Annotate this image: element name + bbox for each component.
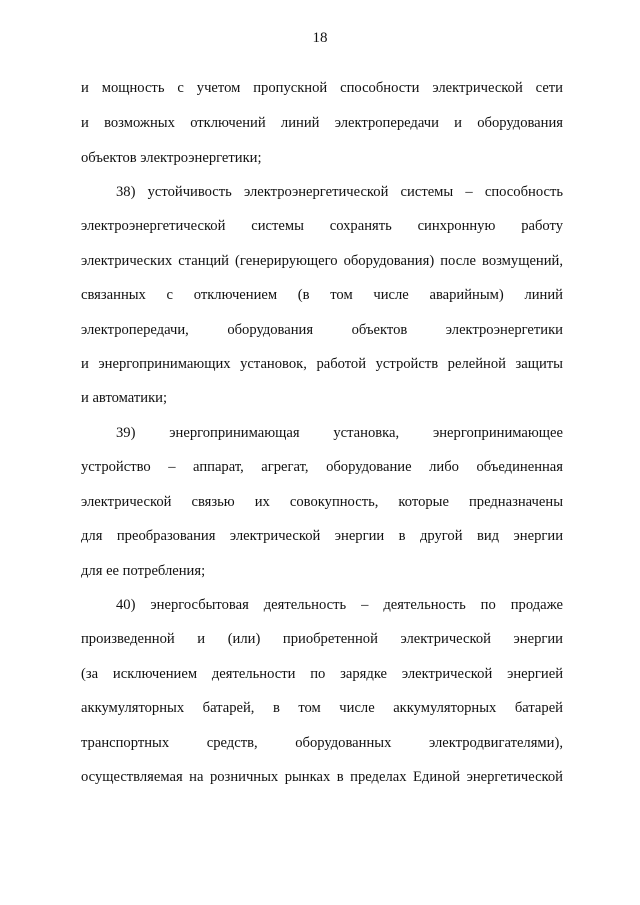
text-line: 38) устойчивость электроэнергетической системы – способность — [116, 184, 563, 200]
text-line: и энергопринимающих установок, работой устройств релейной защиты — [81, 356, 563, 372]
text-line: устройство – аппарат, агрегат, оборудование либо объединенная — [81, 459, 563, 475]
text-line: и автоматики; — [81, 390, 168, 406]
text-line: 39) энергопринимающая установка, энергопринимающее — [116, 425, 563, 441]
text-line: 40) энергосбытовая деятельность – деятельность по продаже — [116, 597, 563, 613]
text-line: объектов электроэнергетики; — [81, 150, 262, 166]
text-line: связанных с отключением (в том числе аварийным) линий — [81, 287, 563, 303]
page-number: 18 — [312, 30, 328, 46]
text-line: для преобразования электрической энергии в другой вид энергии — [81, 528, 563, 544]
text-line: электрической связью их совокупность, которые предназначены — [81, 494, 563, 510]
text-line: произведенной и (или) приобретенной электрической энергии — [81, 631, 563, 647]
text-line: электрических станций (генерирующего оборудования) после возмущений, — [81, 253, 563, 269]
text-line: (за исключением деятельности по зарядке электрической энергией — [81, 666, 563, 682]
text-line: транспортных средств, оборудованных электродвигателями), — [81, 735, 563, 751]
text-line: электроэнергетической системы сохранять синхронную работу — [81, 218, 563, 234]
text-line: электропередачи, оборудования объектов электроэнергетики — [81, 322, 563, 338]
text-line: для ее потребления; — [81, 563, 206, 579]
text-line: и возможных отключений линий электропередачи и оборудования — [81, 115, 563, 131]
text-line: и мощность с учетом пропускной способности электрической сети — [81, 80, 563, 96]
text-line: осуществляемая на розничных рынках в пределах Единой энергетической — [81, 769, 563, 785]
text-line: аккумуляторных батарей, в том числе аккумуляторных батарей — [81, 700, 563, 716]
